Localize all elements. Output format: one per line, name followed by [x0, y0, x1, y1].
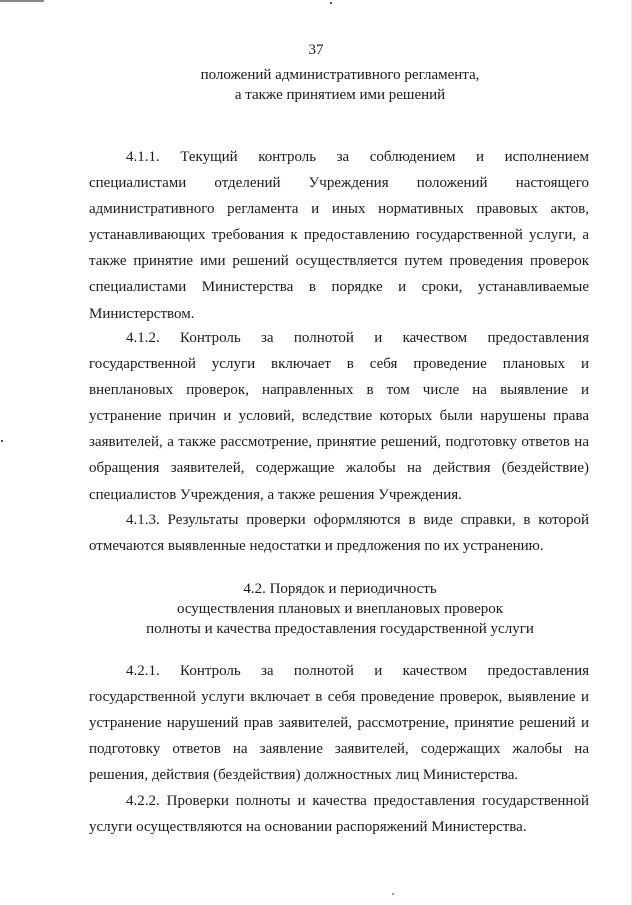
scan-dust-mark	[330, 2, 332, 4]
paragraph-4-1-2: 4.1.2. Контроль за полнотой и качеством предоставления государственной услуги включает в себя проведение плановых и внеплановых проверок, направленных в том числе на выявление и устранение причин и условий, вследствие которых были нарушены права заявителей, а также рассмотрение, принятие решений, подготовку ответов на обращения заявителей, содержащие жалобы на действия (бездействие) специалистов Учреждения, а также решения Учреждения.	[89, 330, 589, 503]
paragraph-4-1-3: 4.1.3. Результаты проверки оформляются в виде справки, в которой отмечаются выявленные недостатки и предложения по их устранению.	[89, 512, 589, 555]
heading-line: а также принятием ими решений	[234, 87, 446, 103]
scan-dust-mark	[1, 440, 3, 442]
paragraph-4-2-1: 4.2.1. Контроль за полнотой и качеством предоставления государственной услуги включает в себя проведение проверок, выявление и устранение нарушений прав заявителей, рассмотрение, принятие решений и подготовку ответов на заявление заявителей, содержащих жалобы на решения, действия (бездействия) должностных лиц Министерства.	[89, 663, 589, 784]
paragraph-4-2-2: 4.2.2. Проверки полноты и качества предоставления государственной услуги осуществляются на основании распоряжений Министерства.	[89, 793, 589, 836]
heading-line: осуществления плановых и внеплановых проверок	[176, 601, 504, 617]
page-number: 37	[308, 42, 324, 58]
paragraph-4-1-1: 4.1.1. Текущий контроль за соблюдением и исполнением специалистами отделений Учреждения положений настоящего административного регламента и иных нормативных правовых актов, устанавливающих требования к предоставлению государственной услуги, а также принятие ими решений осуществляется путем проведения проверок специалистами Министерства в порядке и сроки, устанавливаемые Министерством.	[89, 149, 589, 322]
heading-line: положений административного регламента,	[200, 67, 480, 83]
heading-line: полноты и качества предоставления государственной услуги	[146, 621, 534, 637]
section-heading-4-2	[60, 579, 620, 639]
scan-edge-mark	[0, 0, 44, 2]
section-heading-top	[60, 65, 620, 105]
heading-line: 4.2. Порядок и периодичность	[243, 581, 437, 597]
scan-dust-mark	[392, 893, 394, 895]
